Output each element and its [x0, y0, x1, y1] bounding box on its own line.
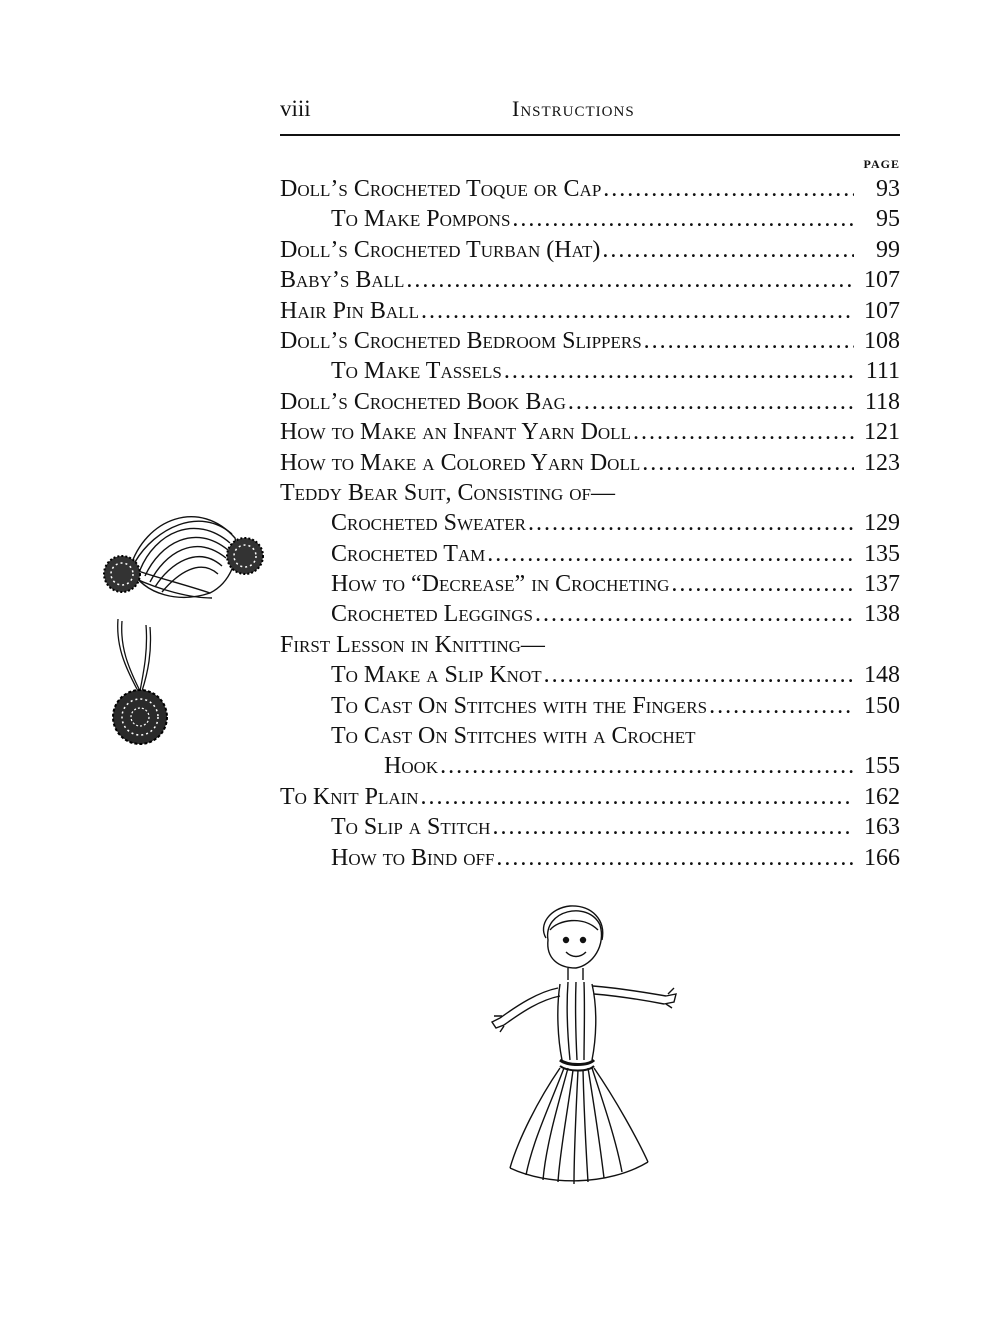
toc-entry [280, 419, 900, 449]
toc-leader-dots [633, 419, 854, 446]
toc-entry-title: Crocheted Leggings [331, 601, 533, 628]
toc-entry [280, 541, 900, 571]
toc-leader-dots [709, 693, 854, 720]
running-title: Instructions [512, 96, 635, 121]
toc-leader-dots [544, 662, 854, 689]
toc-entry [280, 693, 900, 723]
toc-entry [280, 814, 900, 844]
toc-entry-page: 150 [864, 692, 900, 719]
yarn-doll-illustration [488, 900, 688, 1185]
toc-leader-dots [487, 541, 854, 568]
toc-entry-page: 93 [876, 176, 900, 202]
hanging-pompon-illustration [100, 615, 180, 755]
toc-entry-title: To Slip a Stitch [331, 814, 491, 841]
toc-entry-title: How to Make a Colored Yarn Doll [280, 449, 641, 476]
toc-entry-title: To Knit Plain [280, 783, 419, 810]
toc-leader-dots [535, 601, 854, 628]
toc-entry-page: 162 [864, 783, 900, 810]
toc-entry [280, 601, 900, 631]
toc-leader-dots [406, 267, 854, 294]
page-column-label: PAGE [863, 157, 900, 171]
page-folio: viii [280, 96, 311, 121]
toc-entry [280, 784, 900, 814]
toc-entry [280, 358, 900, 388]
toc-entry-page: 155 [864, 753, 900, 780]
toc-entry-page: 137 [864, 571, 900, 598]
toc-entry-page: 99 [876, 236, 900, 263]
toc-leader-dots [644, 328, 854, 355]
toc-entry-title: First Lesson in Knitting— [280, 631, 545, 658]
toc-entry [280, 662, 900, 692]
toc-entry [280, 267, 900, 297]
toc-entry-page: 111 [865, 358, 900, 385]
toc-leader-dots [504, 358, 854, 385]
toc-entry [280, 206, 900, 236]
toc-entry-page: 108 [864, 327, 900, 354]
toc-leader-dots [421, 298, 854, 325]
header-rule [280, 134, 900, 136]
toc-entry-title: How to Make an Infant Yarn Doll [280, 419, 631, 446]
toc-entry-title: To Make Pompons [331, 206, 511, 233]
toc-entry-page: 148 [864, 662, 900, 689]
toc-entry-page: 121 [864, 419, 900, 446]
toc-entry-page: 123 [864, 449, 900, 476]
toc-entry-title: To Cast On Stitches with a Crochet [331, 723, 696, 750]
knitted-cap-illustration [100, 498, 270, 618]
toc-entry-page: 163 [864, 814, 900, 841]
toc-entry [280, 450, 900, 480]
toc-entry-title: To Cast On Stitches with the Fingers [331, 692, 708, 719]
toc-entry [280, 389, 900, 419]
toc-entry-title: Doll’s Crocheted Toque or Cap [280, 176, 602, 202]
toc-leader-dots [492, 814, 854, 841]
toc-entry-title: Doll’s Crocheted Turban (Hat) [280, 236, 601, 263]
toc-leader-dots [528, 510, 854, 537]
toc-entry-page: 95 [876, 206, 900, 233]
toc-entry-title: Hair Pin Ball [280, 297, 419, 324]
toc-entry-title: Hook [384, 753, 439, 780]
toc-entry-title: How to Bind off [331, 844, 495, 871]
toc-leader-dots [568, 389, 854, 416]
toc-entry [280, 176, 900, 206]
toc-leader-dots [603, 176, 854, 203]
toc-entry-title: Crocheted Sweater [331, 510, 526, 537]
toc-entry [280, 723, 900, 753]
toc-entry [280, 237, 900, 267]
toc-entry-page: 118 [864, 388, 900, 415]
toc-leader-dots [671, 571, 854, 598]
toc-entry-title: Crocheted Tam [331, 540, 486, 567]
toc-entry [280, 510, 900, 540]
toc-entry-title: Baby’s Ball [280, 267, 405, 294]
toc-entry-page: 107 [864, 297, 900, 324]
toc-entry-title: Teddy Bear Suit, Consisting of— [280, 479, 616, 506]
toc-leader-dots [602, 237, 854, 264]
toc-entry-title: To Make Tassels [331, 358, 502, 385]
toc-entry-title: Doll’s Crocheted Bedroom Slippers [280, 327, 642, 354]
toc-entry-page: 138 [864, 601, 900, 628]
toc-leader-dots [496, 845, 854, 872]
toc-entry [280, 571, 900, 601]
toc-entry [280, 845, 900, 875]
toc-entry [280, 480, 900, 510]
toc-entry-title: How to “Decrease” in Crocheting [331, 571, 670, 598]
toc-leader-dots [440, 753, 854, 780]
toc-entry-page: 166 [864, 844, 900, 871]
page-header [280, 96, 900, 126]
toc-leader-dots [512, 206, 854, 233]
toc-leader-dots [421, 784, 854, 811]
toc-entry-page: 107 [864, 267, 900, 294]
toc-entry [280, 298, 900, 328]
toc-entry [280, 328, 900, 358]
toc-entry-title: To Make a Slip Knot [331, 662, 542, 689]
toc-leader-dots [642, 450, 854, 477]
toc-entry [280, 753, 900, 783]
toc-entry-title: Doll’s Crocheted Book Bag [280, 388, 566, 415]
toc-entry [280, 632, 900, 662]
toc-entry-page: 135 [864, 540, 900, 567]
toc-entry-page: 129 [864, 510, 900, 537]
table-of-contents [280, 176, 900, 875]
